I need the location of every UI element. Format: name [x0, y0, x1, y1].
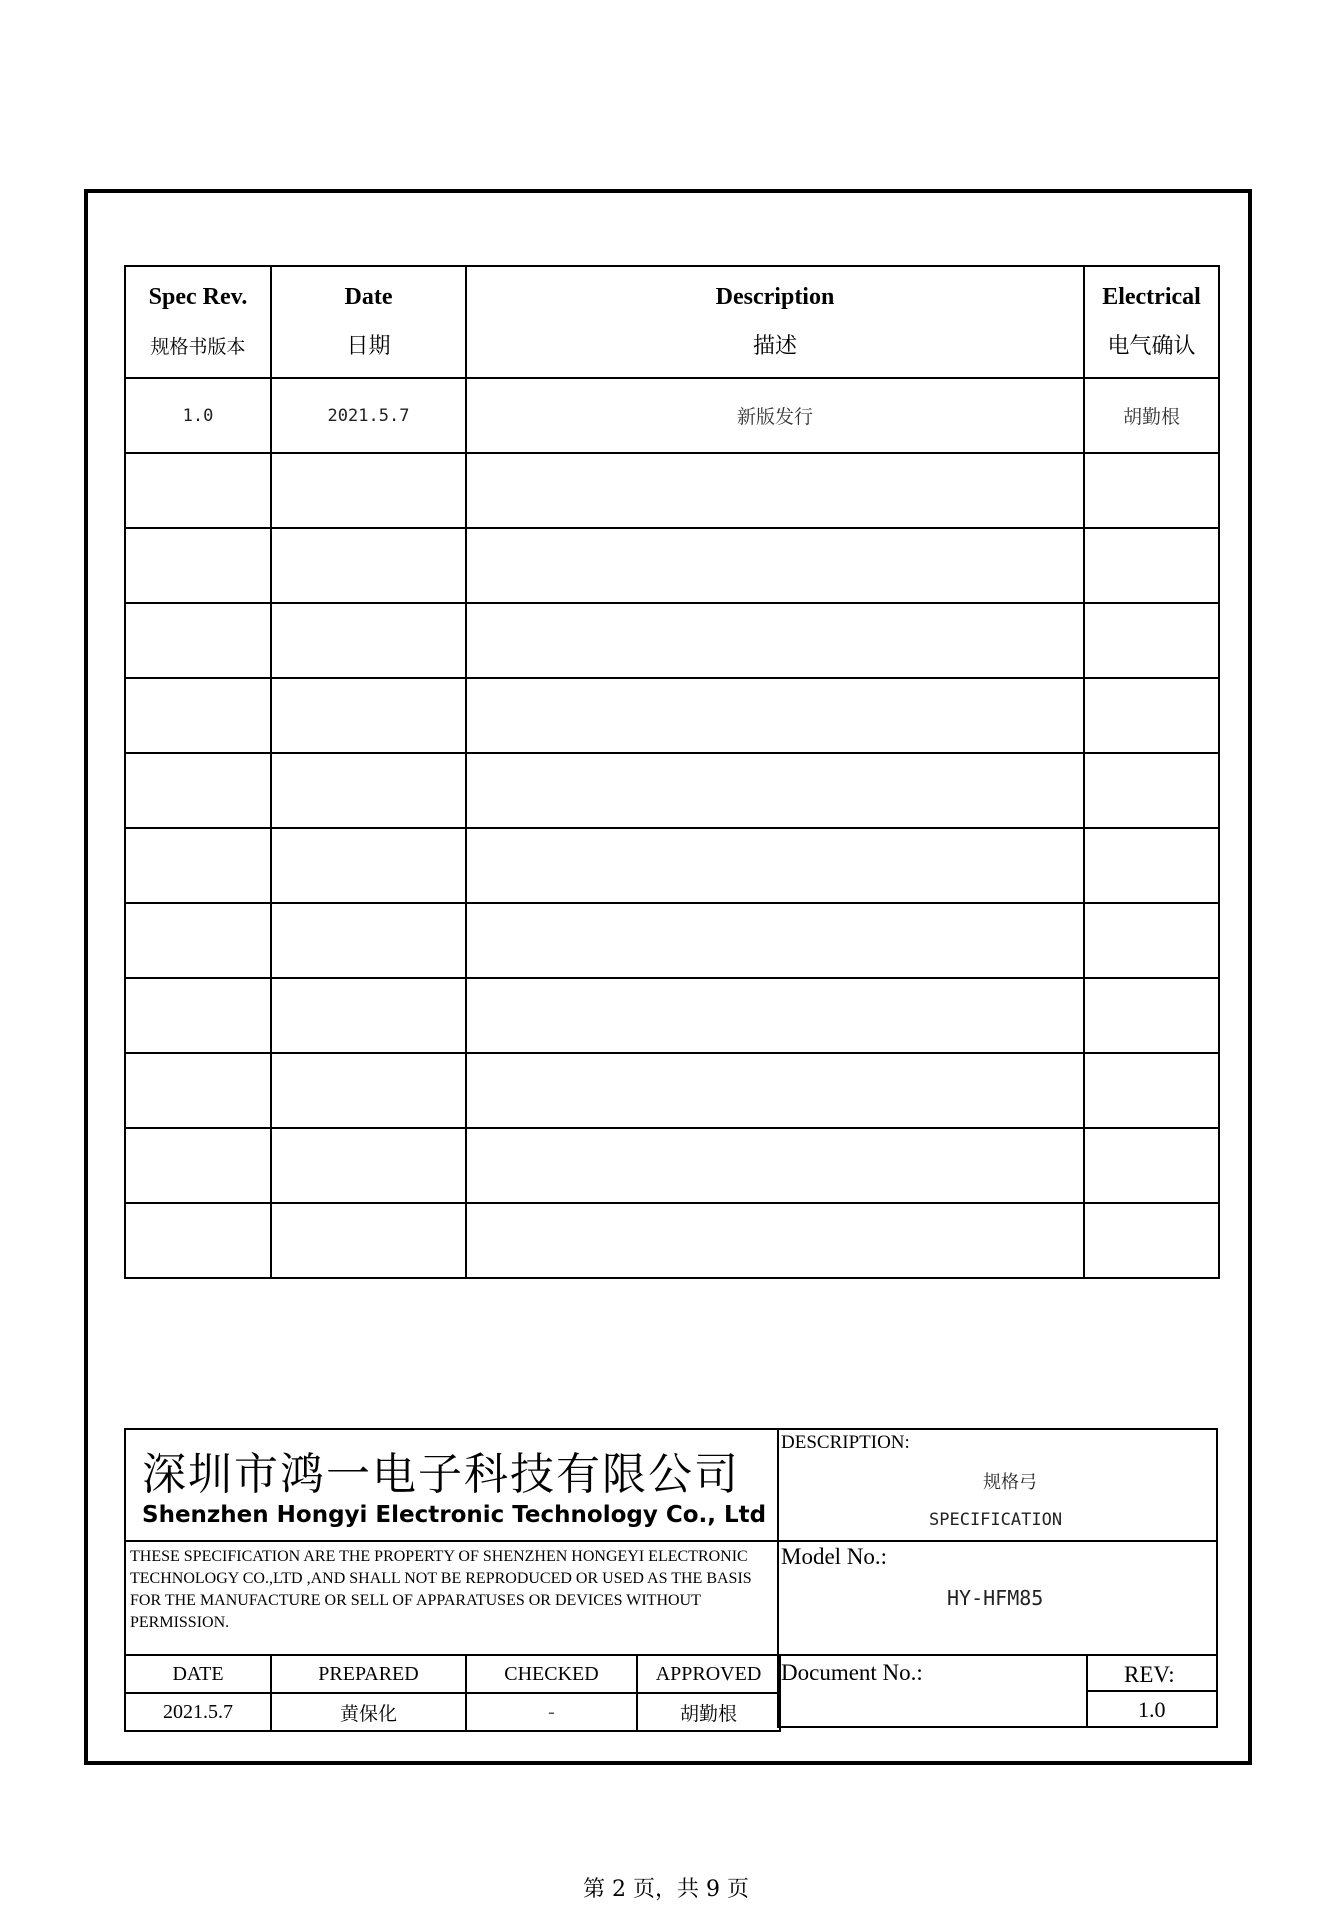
document-cell — [777, 1654, 1088, 1728]
table-row — [125, 1128, 1219, 1203]
cell-date — [271, 528, 466, 603]
cell-spec-rev — [125, 1128, 271, 1203]
cell-electrical — [1084, 603, 1219, 678]
cell-description — [466, 753, 1084, 828]
cell-electrical — [1084, 528, 1219, 603]
cell-date — [271, 1053, 466, 1128]
rev-label: REV: — [1124, 1662, 1175, 1687]
cell-date: 2021.5.7 — [271, 378, 466, 453]
sign-checked: - — [466, 1693, 637, 1731]
cell-description — [466, 678, 1084, 753]
cell-electrical — [1084, 753, 1219, 828]
cell-description — [466, 1203, 1084, 1278]
cell-date — [271, 603, 466, 678]
sign-approved: 胡勤根 — [637, 1693, 780, 1731]
sign-header-date: DATE — [125, 1655, 271, 1693]
sign-header-approved: APPROVED — [637, 1655, 780, 1693]
cell-date — [271, 978, 466, 1053]
cell-spec-rev — [125, 828, 271, 903]
cell-description — [466, 978, 1084, 1053]
table-row — [125, 978, 1219, 1053]
document-label: Document No.: — [781, 1660, 923, 1685]
sign-prepared: 黄保化 — [271, 1693, 466, 1731]
cell-spec-rev — [125, 453, 271, 528]
table-row — [125, 603, 1219, 678]
description-label: DESCRIPTION: — [781, 1432, 910, 1453]
table-row — [125, 903, 1219, 978]
cell-date — [271, 453, 466, 528]
rev-label-cell — [1086, 1654, 1218, 1692]
cell-spec-rev — [125, 678, 271, 753]
cell-spec-rev — [125, 1203, 271, 1278]
cell-description — [466, 528, 1084, 603]
cell-electrical — [1084, 453, 1219, 528]
property-notice: THESE SPECIFICATION ARE THE PROPERTY OF SHENZHEN HONGEYI ELECTRONIC TECHNOLOGY CO.,LTD ,AND SHALL NOT BE REPRODUCED OR USED AS THE BASIS FOR THE MANUFACTURE OR SELL OF APPARATUSES OR DEVICES WITHOUT PERMISSION. — [130, 1548, 752, 1631]
description-cell — [777, 1428, 1218, 1542]
cell-electrical — [1084, 1128, 1219, 1203]
rev-value: 1.0 — [1138, 1697, 1166, 1722]
sign-header-prepared: PREPARED — [271, 1655, 466, 1693]
page-number-footer: 第 2 页，共 9 页 — [583, 1877, 749, 1902]
cell-electrical — [1084, 978, 1219, 1053]
cell-electrical — [1084, 1203, 1219, 1278]
sign-date: 2021.5.7 — [125, 1693, 271, 1731]
notice-cell — [124, 1540, 779, 1656]
table-row — [125, 453, 1219, 528]
cell-date — [271, 1203, 466, 1278]
company-name-en: Shenzhen Hongyi Electronic Technology Co., Ltd — [142, 1502, 767, 1528]
table-row — [125, 1053, 1219, 1128]
header-electrical: Electrical 电气确认 — [1084, 266, 1219, 378]
header-date: Date 日期 — [271, 266, 466, 378]
model-value: HY-HFM85 — [947, 1586, 1044, 1610]
cell-spec-rev — [125, 603, 271, 678]
cell-spec-rev — [125, 903, 271, 978]
cell-description — [466, 1053, 1084, 1128]
sign-header-checked: CHECKED — [466, 1655, 637, 1693]
cell-date — [271, 753, 466, 828]
description-en: SPECIFICATION — [929, 1510, 1063, 1530]
cell-electrical — [1084, 828, 1219, 903]
cell-date — [271, 828, 466, 903]
cell-electrical — [1084, 903, 1219, 978]
table-row — [125, 678, 1219, 753]
cell-electrical — [1084, 1053, 1219, 1128]
title-block — [124, 1428, 1218, 1728]
cell-spec-rev — [125, 1053, 271, 1128]
table-row — [125, 1203, 1219, 1278]
cell-description — [466, 1128, 1084, 1203]
model-cell — [777, 1540, 1218, 1656]
cell-description — [466, 828, 1084, 903]
model-label: Model No.: — [781, 1544, 888, 1569]
table-row — [125, 528, 1219, 603]
cell-electrical — [1084, 678, 1219, 753]
sign-table — [124, 1654, 781, 1732]
header-spec-rev: Spec Rev. 规格书版本 — [125, 266, 271, 378]
header-description: Description 描述 — [466, 266, 1084, 378]
cell-description: 新版发行 — [466, 378, 1084, 453]
revision-header-row — [125, 266, 1219, 378]
table-row — [125, 378, 1219, 453]
cell-date — [271, 1128, 466, 1203]
cell-spec-rev: 1.0 — [125, 378, 271, 453]
cell-spec-rev — [125, 978, 271, 1053]
cell-spec-rev — [125, 753, 271, 828]
cell-date — [271, 678, 466, 753]
table-row — [125, 828, 1219, 903]
company-name-zh: 深圳市鸿一电子科技有限公司 — [142, 1449, 740, 1500]
cell-spec-rev — [125, 528, 271, 603]
rev-value-cell — [1086, 1690, 1218, 1728]
cell-description — [466, 453, 1084, 528]
revision-table — [124, 265, 1220, 1279]
company-cell — [124, 1428, 779, 1542]
cell-description — [466, 903, 1084, 978]
table-row — [125, 753, 1219, 828]
cell-description — [466, 603, 1084, 678]
cell-date — [271, 903, 466, 978]
cell-electrical: 胡勤根 — [1084, 378, 1219, 453]
description-zh: 规格弓 — [983, 1472, 1037, 1493]
